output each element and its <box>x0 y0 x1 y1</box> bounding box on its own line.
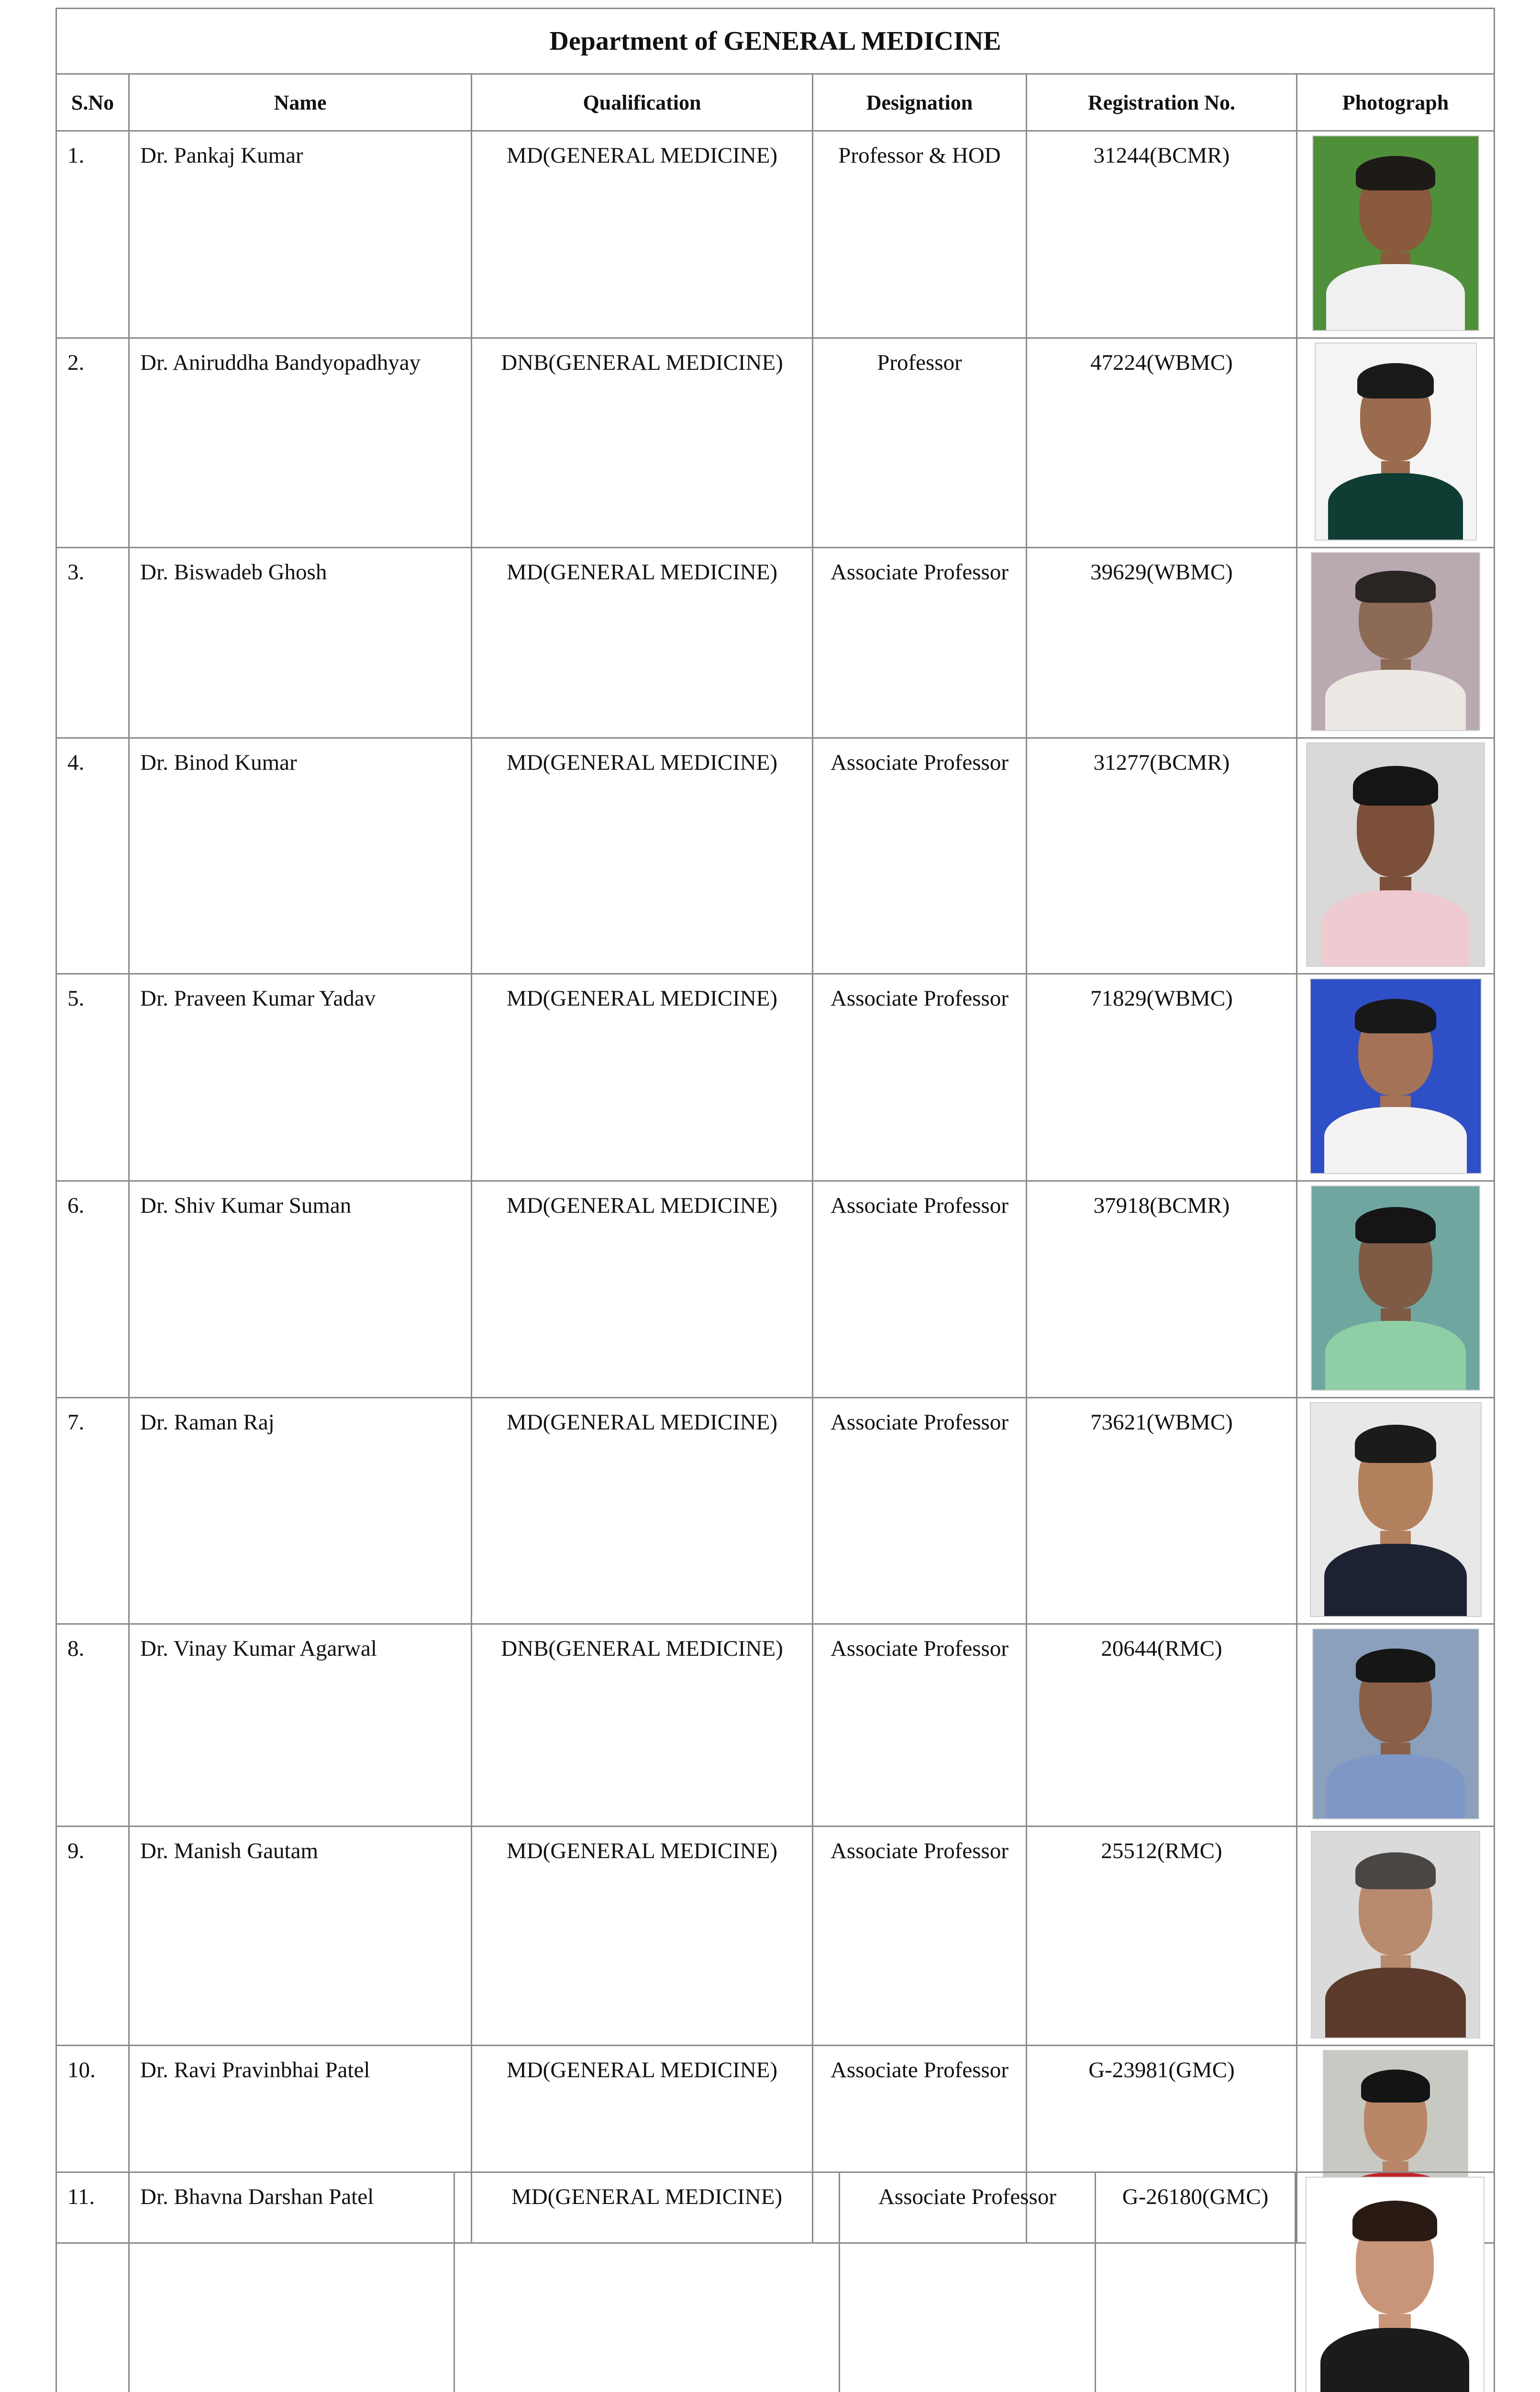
table-row <box>56 2172 1495 2392</box>
faculty-name: Dr. Biswadeb Ghosh <box>129 548 472 738</box>
header-registration: Registration No. <box>1027 74 1297 131</box>
qualification-line: MD(GENERAL MEDICINE) <box>506 1838 778 1863</box>
page-title: Department of GENERAL MEDICINE <box>56 9 1495 74</box>
table-row <box>56 1398 1495 1624</box>
serial-number: 3. <box>56 548 129 738</box>
table-row <box>56 131 1495 338</box>
serial-number: 8. <box>56 1624 129 1827</box>
registration-number: 71829(WBMC) <box>1027 974 1297 1181</box>
serial-number: 2. <box>56 338 129 548</box>
registration-number: 47224(WBMC) <box>1027 338 1297 548</box>
header-designation: Designation <box>813 74 1027 131</box>
faculty-name: Dr. Bhavna Darshan Patel <box>129 2172 454 2392</box>
qualification-line: MD(GENERAL MEDICINE) <box>506 143 778 168</box>
header-qualification: Qualification <box>472 74 813 131</box>
serial-number: 4. <box>56 738 129 974</box>
photograph-cell <box>1297 738 1495 974</box>
faculty-table-part-2 <box>55 2171 1495 2392</box>
registration-number: 39629(WBMC) <box>1027 548 1297 738</box>
header-photograph: Photograph <box>1297 74 1495 131</box>
faculty-photo <box>1312 135 1479 331</box>
qualification-cell <box>472 131 813 338</box>
designation: Professor & HOD <box>813 131 1027 338</box>
qualification-line: MD(GENERAL MEDICINE) <box>511 2184 783 2209</box>
faculty-name: Dr. Vinay Kumar Agarwal <box>129 1624 472 1827</box>
photograph-cell <box>1297 548 1495 738</box>
faculty-photo <box>1310 1402 1482 1617</box>
qualification-line: MD(GENERAL MEDICINE) <box>506 560 778 585</box>
faculty-name: Dr. Pankaj Kumar <box>129 131 472 338</box>
designation: Associate Professor <box>813 548 1027 738</box>
photograph-cell <box>1296 2172 1495 2392</box>
table-row <box>56 338 1495 548</box>
qualification-cell <box>454 2172 840 2392</box>
registration-number: 31244(BCMR) <box>1027 131 1297 338</box>
table-row <box>56 974 1495 1181</box>
faculty-name: Dr. Manish Gautam <box>129 1827 472 2046</box>
registration-number: 25512(RMC) <box>1027 1827 1297 2046</box>
faculty-photo <box>1311 1185 1480 1391</box>
faculty-photo <box>1315 343 1477 541</box>
faculty-name: Dr. Binod Kumar <box>129 738 472 974</box>
designation: Professor <box>813 338 1027 548</box>
faculty-photo <box>1311 1831 1480 2038</box>
qualification-line: MD(GENERAL MEDICINE) <box>506 1193 778 1218</box>
designation: Associate Professor <box>813 1181 1027 1398</box>
qualification-line: MD(GENERAL MEDICINE) <box>506 986 778 1011</box>
photograph-cell <box>1297 1398 1495 1624</box>
registration-number: 73621(WBMC) <box>1027 1398 1297 1624</box>
qualification-cell <box>472 1827 813 2046</box>
faculty-name: Dr. Raman Raj <box>129 1398 472 1624</box>
qualification-line: MD(GENERAL MEDICINE) <box>506 750 778 775</box>
qualification-line: MD(GENERAL MEDICINE) <box>506 2058 778 2082</box>
faculty-photo <box>1312 1628 1479 1819</box>
registration-number: 31277(BCMR) <box>1027 738 1297 974</box>
qualification-line: MD(GENERAL MEDICINE) <box>506 1410 778 1435</box>
serial-number: 9. <box>56 1827 129 2046</box>
table-row <box>56 1624 1495 1827</box>
qualification-cell <box>472 548 813 738</box>
registration-number: G-23981(GMC) <box>1027 2046 1297 2243</box>
serial-number: 5. <box>56 974 129 1181</box>
qualification-cell <box>472 1624 813 1827</box>
serial-number: 7. <box>56 1398 129 1624</box>
registration-number: 20644(RMC) <box>1027 1624 1297 1827</box>
table-row <box>56 738 1495 974</box>
qualification-cell <box>472 974 813 1181</box>
registration-number: G-26180(GMC) <box>1096 2172 1296 2392</box>
photograph-cell <box>1297 1181 1495 1398</box>
serial-number: 11. <box>56 2172 129 2392</box>
photograph-cell <box>1297 974 1495 1181</box>
designation: Associate Professor <box>813 1624 1027 1827</box>
serial-number: 1. <box>56 131 129 338</box>
designation: Associate Professor <box>813 1398 1027 1624</box>
faculty-name: Dr. Shiv Kumar Suman <box>129 1181 472 1398</box>
qualification-cell <box>472 738 813 974</box>
designation: Associate Professor <box>813 1827 1027 2046</box>
table-header-row <box>56 74 1495 131</box>
faculty-name: Dr. Aniruddha Bandyopadhyay <box>129 338 472 548</box>
serial-number: 10. <box>56 2046 129 2243</box>
faculty-photo <box>1306 742 1485 967</box>
qualification-cell <box>472 338 813 548</box>
qualification-line: DNB(GENERAL MEDICINE) <box>501 1636 783 1661</box>
designation: Associate Professor <box>813 738 1027 974</box>
qualification-cell <box>472 1181 813 1398</box>
serial-number: 6. <box>56 1181 129 1398</box>
registration-number: 37918(BCMR) <box>1027 1181 1297 1398</box>
table-row <box>56 1827 1495 2046</box>
faculty-photo <box>1311 552 1480 731</box>
designation: Associate Professor <box>840 2172 1096 2392</box>
header-name: Name <box>129 74 472 131</box>
faculty-photo <box>1310 978 1482 1174</box>
faculty-photo <box>1306 2177 1485 2392</box>
qualification-line: DNB(GENERAL MEDICINE) <box>501 350 783 375</box>
table-row <box>56 548 1495 738</box>
faculty-name: Dr. Ravi Pravinbhai Patel <box>129 2046 472 2243</box>
photograph-cell <box>1297 131 1495 338</box>
photograph-cell <box>1297 1827 1495 2046</box>
designation: Associate Professor <box>813 2046 1027 2243</box>
header-sno: S.No <box>56 74 129 131</box>
faculty-name: Dr. Praveen Kumar Yadav <box>129 974 472 1181</box>
qualification-cell <box>472 1398 813 1624</box>
table-row <box>56 1181 1495 1398</box>
faculty-table-part-1 <box>55 8 1495 2244</box>
photograph-cell <box>1297 338 1495 548</box>
photograph-cell <box>1297 1624 1495 1827</box>
designation: Associate Professor <box>813 974 1027 1181</box>
